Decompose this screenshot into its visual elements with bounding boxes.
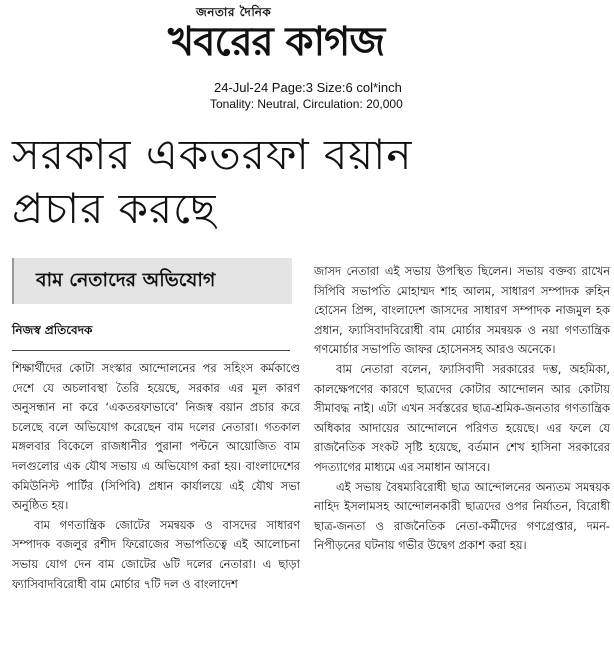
paragraph: জাসদ নেতারা এই সভায় উপস্থিত ছিলেন। সভায় বক্তব্য রাখেন সিপিবি সভাপতি মোহাম্মদ শাহ আলম, সাধারণ সম্পাদক রুহিন হোসেন প্রিন্স, বাংলাদেশ জাসদের সাধারণ সম্পাদক নাজমুল হক প্রধান, ফ্যাসিবাদবিরোধী বাম মোর্চার সমন্বয়ক ও নয়া গণতান্ত্রিক গণমোর্চার সভাপতি জাফর হোসেনসহ আরও অনেকে।	[314, 264, 610, 357]
newspaper-tagline: জনতার দৈনিক	[196, 5, 272, 19]
subheadline: বাম নেতাদের অভিযোগ	[36, 269, 216, 291]
clipping-meta-date: 24-Jul-24 Page:3 Size:6 col*inch	[214, 80, 402, 95]
article-body-right	[314, 262, 610, 556]
paragraph: বাম নেতারা বলেন, ফ্যাসিবাদী সরকারের দম্ভ, অহমিকা, কালক্ষেপণের কারণে ছাত্রদের কোটার আন্দোলন আর কোটায় সীমাবদ্ধ নাই। এটা এখন সর্বস্তরের ছাত্র-শ্রমিক-জনতার গণতান্ত্রিক অধিকার আদায়ের আন্দোলনে পরিণত হয়েছে। এর ফলে যে রাজনৈতিক সংকট সৃষ্টি হয়েছে, বর্তমান শেখ হাসিনা সরকারের পদত্যাগের মাধ্যমে এর সমাধান আসবে।	[314, 361, 610, 474]
headline-line-1: সরকার একতরফা বয়ান	[12, 130, 413, 179]
article-headline	[12, 128, 602, 236]
paragraph: এই সভায় বৈষম্যবিরোধী ছাত্র আন্দোলনের অন্যতম সমন্বয়ক নাহিদ ইসলামসহ আন্দোলনকারী ছাত্রদের ওপর নির্যাতন, বিরোধী ছাত্র-জনতা ও রাজনৈতিক নেতা-কর্মীদের গণগ্রেপ্তার, দমন-নিপীড়নের ঘটনায় গভীর উদ্বেগ প্রকাশ করা হয়।	[314, 479, 610, 553]
newspaper-name: খবরের কাগজ	[168, 19, 385, 65]
subheadline-box	[12, 258, 292, 304]
clipping-meta-tonality: Tonality: Neutral, Circulation: 20,000	[210, 97, 403, 111]
byline: নিজস্ব প্রতিবেদক	[12, 322, 290, 351]
article-column-left	[12, 258, 300, 594]
paragraph: বাম গণতান্ত্রিক জোটের সমন্বয়ক ও বাসদের সাধারণ সম্পাদক বজলুর রশীদ ফিরোজের সভাপতিত্বে এই আলোচনা সভায় যোগ দেন বাম জোটের ৬টি দলের নেতারা। এ ছাড়া ফ্যাসিবাদবিরোধী বাম মোর্চার ৭টি দল ও বাংলাদেশ	[12, 517, 300, 591]
masthead	[0, 0, 614, 120]
article-column-right	[314, 262, 610, 556]
headline-line-2: প্রচার করছে	[12, 184, 217, 233]
paragraph: শিক্ষার্থীদের কোটা সংস্কার আন্দোলনের পর সহিংস কর্মকাণ্ডে দেশে যে অচলাবস্থা তৈরি হয়েছে, সরকার এর মূল কারণ অনুসন্ধান না করে ‘একতরফাভাবে’ নিজস্ব বয়ান প্রচার করে চলেছে বলে অভিযোগ করেছেন বাম দলের নেতারা। গতকাল মঙ্গলবার বিকেলে রাজধানীর পুরানা পল্টনে আয়োজিত বাম দলগুলোর এক যৌথ সভায় এ অভিযোগ করা হয়। বাংলাদেশের কমিউনিস্ট পার্টির (সিপিবি) প্রধান কার্যালয়ে এই যৌথ সভা অনুষ্ঠিত হয়।	[12, 361, 300, 513]
article-body-left	[12, 359, 300, 594]
